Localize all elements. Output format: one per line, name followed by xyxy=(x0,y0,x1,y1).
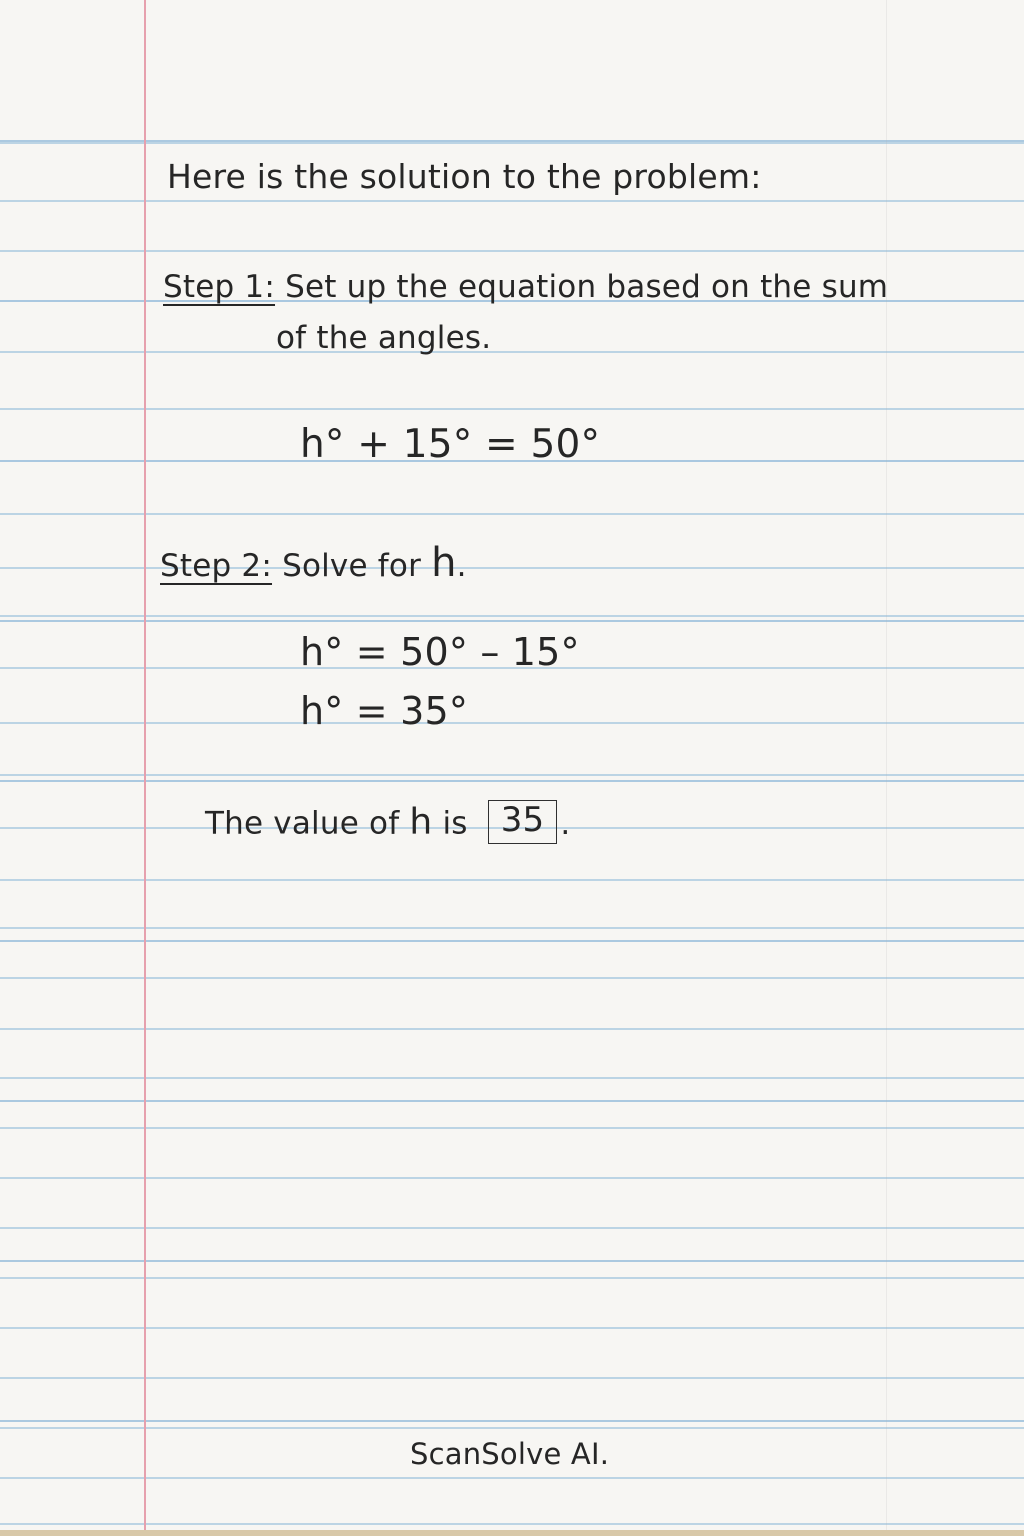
solution-heading: Here is the solution to the problem: xyxy=(167,157,762,196)
step-2-text: Solve for xyxy=(282,548,422,584)
margin-line xyxy=(144,0,146,1530)
step-2-line xyxy=(160,540,467,586)
step-1-equation: h° + 15° = 50° xyxy=(300,422,601,467)
final-answer-line xyxy=(205,800,571,847)
answer-verb: is xyxy=(442,805,468,842)
answer-period: . xyxy=(560,805,571,842)
answer-box: 35 xyxy=(488,800,558,844)
signature: ScanSolve AI. xyxy=(410,1437,610,1471)
step-2-period: . xyxy=(456,548,467,584)
step-2-label: Step 2: xyxy=(160,548,273,584)
step-2-equation-1: h° = 50° – 15° xyxy=(300,630,580,674)
page-crease xyxy=(886,0,887,1530)
step-1-line xyxy=(163,269,889,305)
step-1-text: Set up the equation based on the sum xyxy=(285,269,889,305)
step-1-label: Step 1: xyxy=(163,269,276,305)
answer-prefix: The value of xyxy=(205,805,400,842)
answer-variable: h xyxy=(409,801,433,843)
step-2-equation-2: h° = 35° xyxy=(300,689,469,733)
step-2-variable: h xyxy=(431,540,457,586)
step-1-text-continued: of the angles. xyxy=(276,320,492,356)
